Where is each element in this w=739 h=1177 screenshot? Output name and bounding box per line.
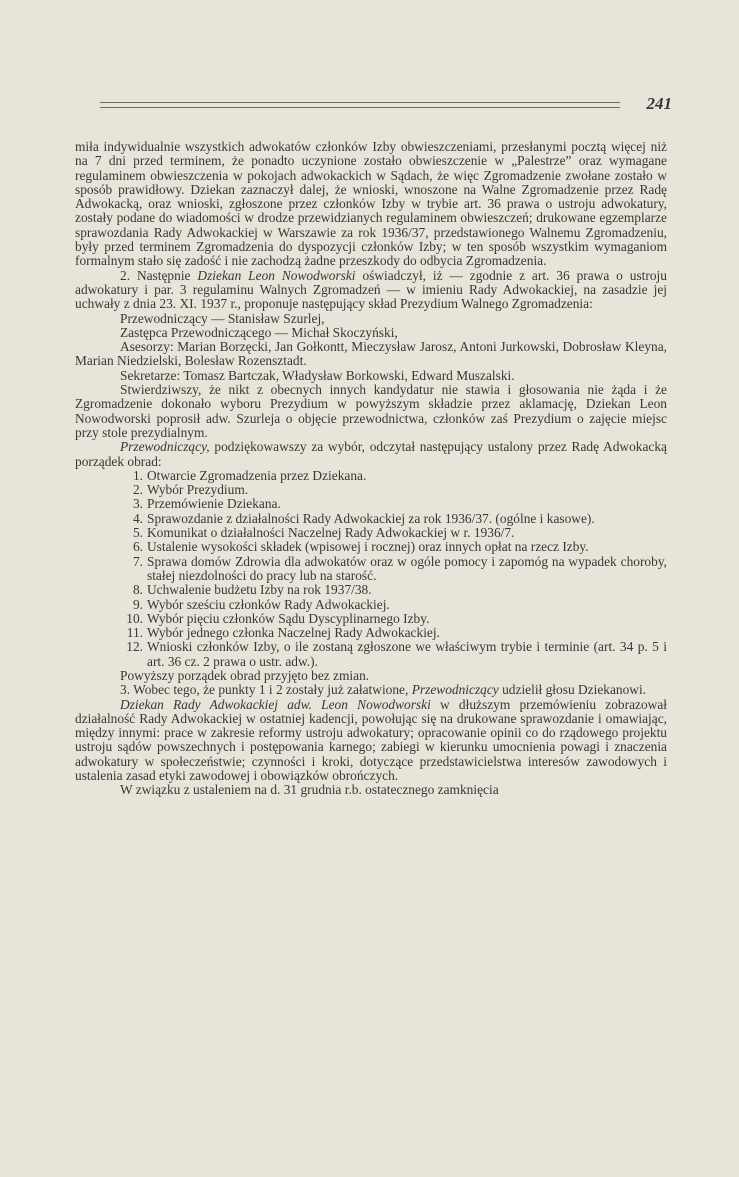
agenda-item: [75, 512, 667, 526]
agenda-item-text: Wybór Prezydium.: [147, 482, 249, 498]
agenda-item-text: Sprawozdanie z działalności Rady Adwokackiej za rok 1936/37. (ogólne i kasowe).: [147, 510, 595, 526]
paragraph-dean-speech: Dziekan Rady Adwokackiej adw. Leon Nowodworski w dłuższym przemówieniu zobrazował działalność Rady Adwokackiej w ostatniej kadencji, powołując się na drukowane sprawozdanie i omawiając, między innymi: prace w zakresie reformy ustroju adwokatury; opracowanie opinii co do rządowego projektu ustroju sądów powszechnych i postępowania karnego; zabiegi w kierunku umocnienia powagi i znaczenia adwokatury w społeczeństwie; czynności i kroki, dotyczące przedstawicielstwa interesów zawodowych i ustalenia zasad etyki zawodowej i obowiązków obrończych.: [75, 696, 667, 784]
presidium-assessors: Asesorzy: Marian Borzęcki, Jan Gołkontt, Mieczysław Jarosz, Antoni Jurkowski, Dobrosław Kleyna, Marian Niedzielski, Bolesław Rozensztadt.: [75, 339, 667, 369]
agenda-item-text: Uchwalenie budżetu Izby na rok 1937/38.: [147, 582, 372, 598]
page-body: [75, 140, 667, 798]
agenda-item-number: 11.: [126, 625, 143, 641]
agenda-item-number: 9.: [132, 596, 143, 612]
agenda-item-number: 7.: [132, 553, 143, 569]
agenda-item: [75, 640, 667, 669]
agenda-item: [75, 626, 667, 640]
header-rule-top: [100, 102, 620, 103]
agenda-item-number: 3.: [132, 496, 143, 512]
agenda-item-text: Komunikat o działalności Naczelnej Rady Adwokackiej w r. 1936/7.: [147, 525, 515, 541]
agenda-item-text: Wnioski członków Izby, o ile zostaną zgłoszone we właściwym trybie i terminie (art. 34 p. 5 i art. 36 cz. 2 prawa o ustr. adw.).: [147, 639, 667, 669]
agenda-item-number: 1.: [132, 467, 143, 483]
agenda-item-number: 12.: [126, 639, 143, 655]
agenda-item-number: 5.: [132, 525, 143, 541]
agenda-item-text: Przemówienie Dziekana.: [147, 496, 281, 512]
presidium-vice-chair: Zastępca Przewodniczącego — Michał Skoczyński,: [120, 324, 398, 340]
agenda-item-number: 6.: [132, 539, 143, 555]
presidium-secretaries: Sekretarze: Tomasz Bartczak, Władysław Borkowski, Edward Muszalski.: [120, 367, 515, 383]
dean-name: Dziekan Leon Nowodworski: [197, 267, 356, 283]
page-header: [100, 94, 672, 118]
agenda-item: [75, 612, 667, 626]
agenda-item: [75, 540, 667, 554]
agenda-item: [75, 497, 667, 511]
agenda-item-text: Otwarcie Zgromadzenia przez Dziekana.: [147, 467, 367, 483]
header-rule-bottom: [100, 107, 620, 108]
paragraph-vote: Stwierdziwszy, że nikt z obecnych innych kandydatur nie stawia i głosowania nie żąda i że Zgromadzenie dokonało wyboru Prezydium w powyższym składzie przez aklamację, Dziekan Leon Nowodworski poprosił adw. Szurleja o objęcie przewodnictwa, członków zaś Prezydium o zajęcie miejsc przy stole prezydialnym.: [75, 382, 667, 440]
agenda-list: [75, 469, 667, 669]
agenda-item-text: Wybór pięciu członków Sądu Dyscyplinarnego Izby.: [147, 610, 430, 626]
paragraph-point-3: 3. Wobec tego, że punkty 1 i 2 zostały już załatwione, Przewodniczący udzielił głosu Dziekanowi.: [120, 682, 647, 698]
agenda-item: [75, 526, 667, 540]
intro-paragraph: miła indywidualnie wszystkich adwokatów członków Izby obwieszczeniami, przesłanymi pocztą więcej niż na 7 dni przed terminem, że ponadto uczynione zostało obwieszczenie w „Palestrze” oraz wymagane regulaminem obwieszczenia w pokojach adwokackich w Sądach, że więc Zgromadzenie zwołane zostało w sposób prawidłowy. Dziekan zaznaczył dalej, że wnioski, wnoszone na Walne Zgromadzenie przez Radę Adwokacką, oraz wnioski, zgłoszone przez członków Izby w trybie art. 36 prawa o ustroju adwokatury, zostały podane do wiadomości w drodze przewidzianych regulaminem obwieszczeń; drukowane egzemplarze sprawozdania Rady Adwokackiej w Warszawie za rok 1936/37, przedstawionego Walnemu Zgromadzeniu, były przed terminem Zgromadzenia do dyspozycji członków Izby; w ten sposób wszystkim wymaganiom formalnym stało się zadość i nie zachodzą żadne przeszkody do odbycia Zgromadzenia.: [75, 139, 667, 269]
page-number: 241: [646, 94, 672, 113]
agenda-item-number: 10.: [126, 610, 143, 626]
agenda-item-text: Sprawa domów Zdrowia dla adwokatów oraz w ogóle pomocy i zapomóg na wypadek choroby, stałej niezdolności do pracy lub na starość.: [147, 553, 667, 583]
agenda-item-number: 4.: [132, 510, 143, 526]
paragraph-agenda-accepted: Powyższy porządek obrad przyjęto bez zmian.: [120, 667, 370, 683]
agenda-item-text: Ustalenie wysokości składek (wpisowej i rocznej) oraz innych opłat na rzecz Izby.: [147, 539, 589, 555]
agenda-item-number: 8.: [132, 582, 143, 598]
paragraph-chair-agenda: Przewodniczący, podziękowawszy za wybór, odczytał następujący ustalony przez Radę Adwokacką porządek obrad:: [75, 439, 667, 469]
paragraph-last: W związku z ustaleniem na d. 31 grudnia r.b. ostatecznego zamknięcia: [120, 782, 499, 798]
agenda-item: [75, 598, 667, 612]
agenda-item-number: 2.: [132, 482, 143, 498]
agenda-item: [75, 483, 667, 497]
agenda-item-text: Wybór jednego członka Naczelnej Rady Adwokackiej.: [147, 625, 440, 641]
paragraph-presidium-proposal: 2. Następnie Dziekan Leon Nowodworski oświadczył, iż — zgodnie z art. 36 prawa o ustroju adwokatury i par. 3 regulaminu Walnych Zgromadzeń — w imieniu Rady Adwokackiej, na zasadzie jej uchwały z dnia 23. XI. 1937 r., proponuje następujący skład Prezydium Walnego Zgromadzenia:: [75, 267, 667, 312]
agenda-item: [75, 469, 667, 483]
agenda-item-text: Wybór sześciu członków Rady Adwokackiej.: [147, 596, 390, 612]
agenda-item: [75, 555, 667, 584]
presidium-chair: Przewodniczący — Stanisław Szurlej,: [120, 310, 325, 326]
agenda-item: [75, 583, 667, 597]
